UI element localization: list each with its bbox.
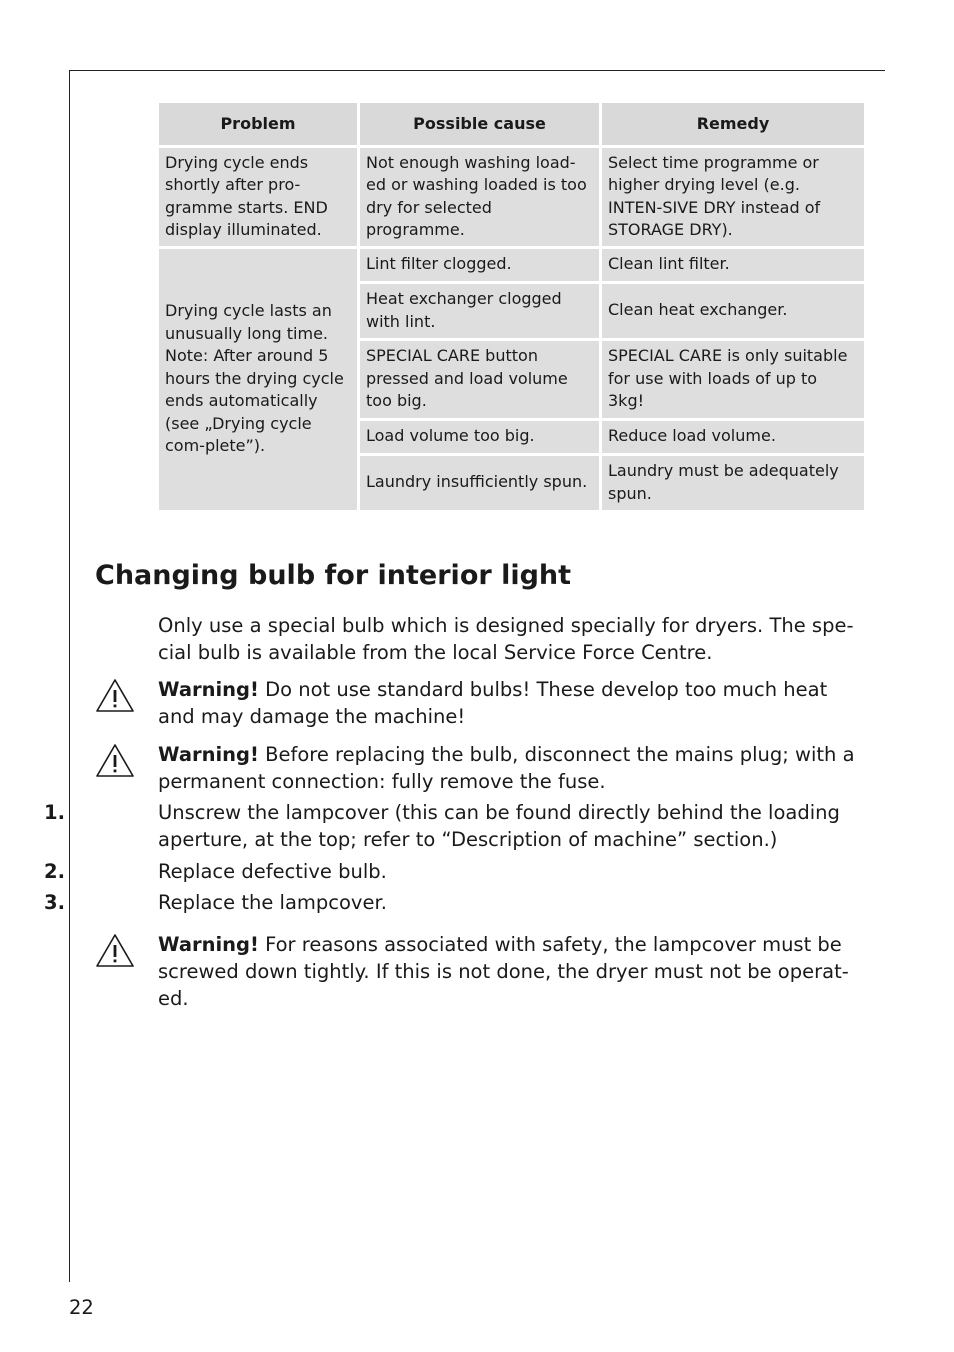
table-row <box>159 249 864 281</box>
step-number: 1. <box>44 801 65 824</box>
warning-triangle-icon <box>93 676 137 716</box>
step-text: Replace the lampcover. <box>158 891 387 914</box>
warning-paragraph <box>158 676 864 730</box>
step-text: Unscrew the lampcover (this can be found directly behind the loading aperture, at the top; refer to “Description of machine” section.) <box>158 801 840 851</box>
troubleshooting-table <box>156 100 867 513</box>
header-problem: Problem <box>159 103 357 145</box>
warning-label: Warning! <box>158 933 259 956</box>
step-number: 2. <box>44 860 65 883</box>
step-text: Replace defective bulb. <box>158 860 387 883</box>
remedy-cell: Clean lint filter. <box>602 249 864 281</box>
cause-cell: Heat exchanger clogged with lint. <box>360 284 599 338</box>
cause-cell: Lint filter clogged. <box>360 249 599 281</box>
cause-cell: Load volume too big. <box>360 421 599 453</box>
remedy-cell: Laundry must be adequately spun. <box>602 456 864 510</box>
warning-triangle-icon <box>93 741 137 781</box>
warning-label: Warning! <box>158 678 259 701</box>
warning-text: Do not use standard bulbs! These develop too much heat and may damage the machine! <box>158 678 828 728</box>
warning-paragraph <box>158 741 864 795</box>
header-possible-cause: Possible cause <box>360 103 599 145</box>
warning-label: Warning! <box>158 743 259 766</box>
warning-text: For reasons associated with safety, the lampcover must be screwed down tightly. If this is not done, the dryer must not be operat-ed. <box>158 933 849 1010</box>
remedy-cell: SPECIAL CARE is only suitable for use with loads of up to 3kg! <box>602 341 864 418</box>
warning-paragraph <box>158 931 864 1012</box>
section-title: Changing bulb for interior light <box>95 560 572 591</box>
remedy-cell: Reduce load volume. <box>602 421 864 453</box>
step-number: 3. <box>44 891 65 914</box>
problem-cell: Drying cycle ends shortly after pro-gramme starts. END display illuminated. <box>159 148 357 246</box>
remedy-cell: Clean heat exchanger. <box>602 284 864 338</box>
header-remedy: Remedy <box>602 103 864 145</box>
warning-triangle-icon <box>93 931 137 971</box>
cause-cell: SPECIAL CARE button pressed and load volume too big. <box>360 341 599 418</box>
problem-cell: Drying cycle lasts an unusually long time. Note: After around 5 hours the drying cycle ends automatically (see „Drying cycle com-plete”). <box>159 249 357 510</box>
table-header-row <box>159 103 864 145</box>
page-number: 22 <box>69 1296 94 1319</box>
top-rule <box>69 70 885 71</box>
table-row <box>159 148 864 246</box>
cause-cell: Laundry insufficiently spun. <box>360 456 599 510</box>
intro-paragraph: Only use a special bulb which is designed specially for dryers. The spe-cial bulb is available from the local Service Force Centre. <box>158 614 854 664</box>
left-rule <box>69 70 70 1282</box>
remedy-cell: Select time programme or higher drying level (e.g. INTEN-SIVE DRY instead of STORAGE DRY). <box>602 148 864 246</box>
cause-cell: Not enough washing load-ed or washing loaded is too dry for selected programme. <box>360 148 599 246</box>
warning-text: Before replacing the bulb, disconnect the mains plug; with a permanent connection: fully remove the fuse. <box>158 743 855 793</box>
